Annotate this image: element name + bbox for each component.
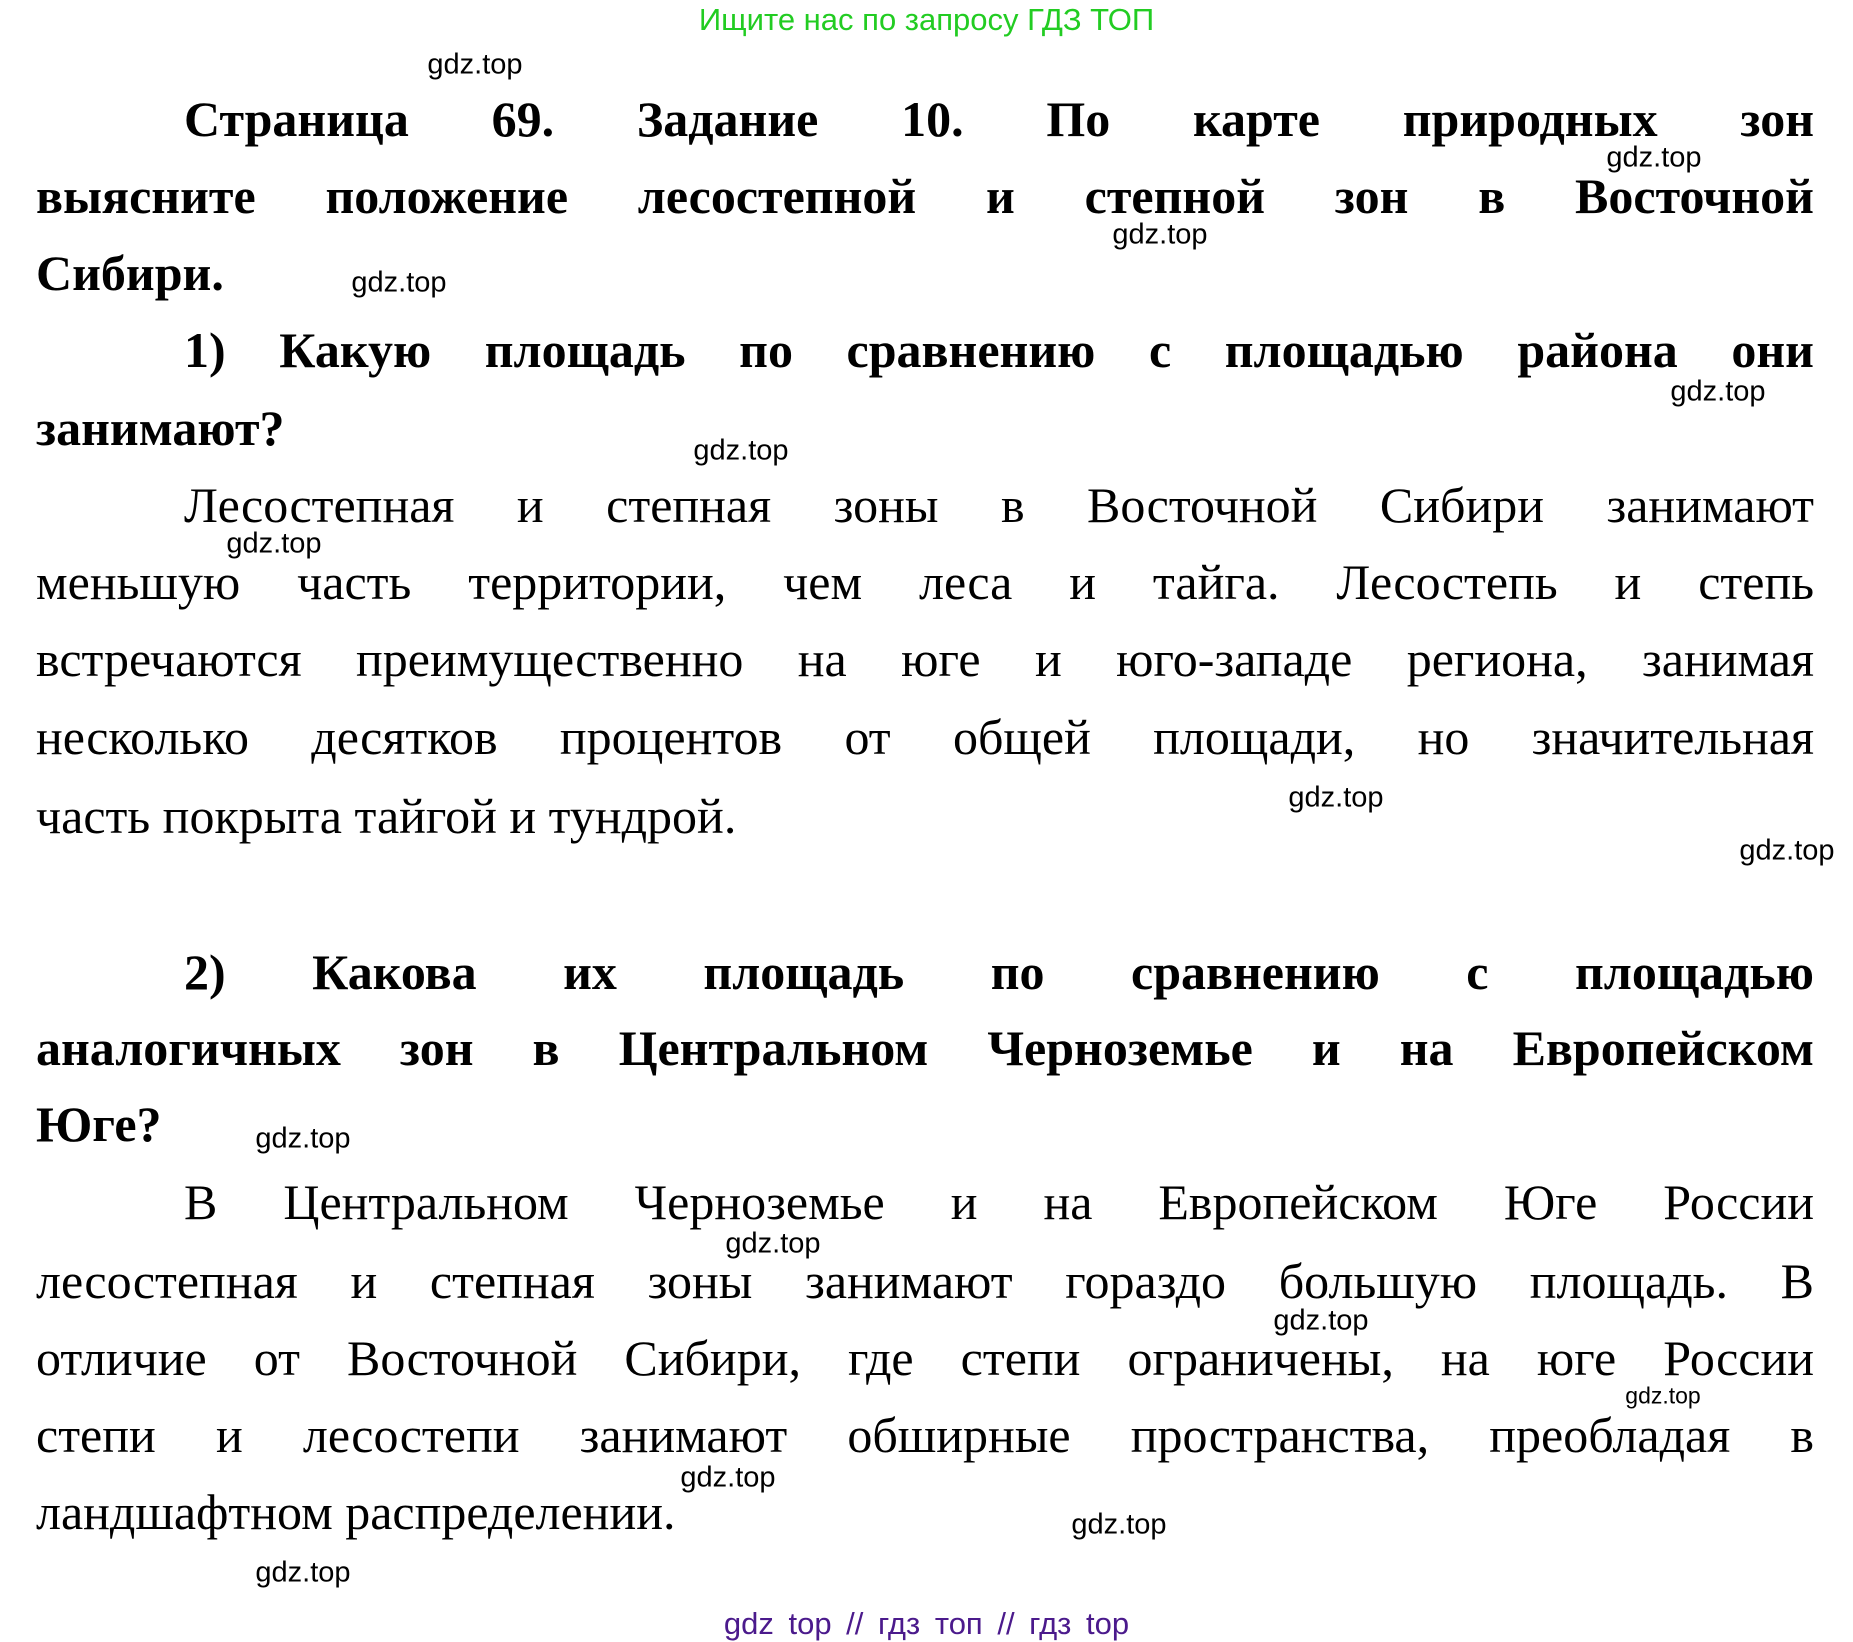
answer-2-line: степи и лесостепи занимают обширные пространства, преобладая в: [36, 1407, 1814, 1463]
answer-1-line: Лесостепная и степная зоны в Восточной Сибири занимают: [184, 477, 1814, 533]
question-2-line: Юге?: [36, 1096, 162, 1152]
answer-1-line: меньшую часть территории, чем леса и тайга. Лесостепь и степь: [36, 554, 1814, 610]
gdz-watermark: gdz.top: [680, 1461, 776, 1494]
gdz-watermark: gdz.top: [255, 1122, 351, 1155]
answer-1-line: несколько десятков процентов от общей площади, но значительная: [36, 709, 1814, 765]
answer-2-line: ландшафтном распределении.: [36, 1484, 676, 1540]
gdz-watermark: gdz.top: [1670, 375, 1766, 408]
question-1-line: занимают?: [36, 400, 285, 456]
gdz-watermark: gdz.top: [725, 1227, 821, 1260]
task-heading-line: выясните положение лесостепной и степной зон в Восточной: [36, 168, 1814, 224]
gdz-watermark: gdz.top: [1606, 141, 1702, 174]
gdz-watermark: gdz.top: [1112, 218, 1208, 251]
footer-watermark: gdz top // гдз топ // гдз top: [723, 1606, 1130, 1641]
gdz-watermark: gdz.top: [1739, 834, 1835, 867]
answer-1-line: часть покрыта тайгой и тундрой.: [36, 788, 737, 844]
gdz-watermark: gdz.top: [1071, 1508, 1167, 1541]
task-heading-line: Страница 69. Задание 10. По карте природных зон: [184, 91, 1814, 147]
task-heading-line: Сибири.: [36, 245, 224, 301]
gdz-watermark: gdz.top: [351, 266, 447, 299]
gdz-watermark: gdz.top: [1625, 1382, 1701, 1409]
answer-2-line: отличие от Восточной Сибири, где степи ограничены, на юге России: [36, 1330, 1814, 1386]
question-2-line: аналогичных зон в Центральном Черноземье и на Европейском: [36, 1020, 1814, 1076]
gdz-watermark: gdz.top: [427, 48, 523, 81]
gdz-watermark: gdz.top: [693, 434, 789, 467]
answer-1-line: встречаются преимущественно на юге и юго-западе региона, занимая: [36, 631, 1814, 687]
gdz-watermark: gdz.top: [226, 527, 322, 560]
answer-2-line: В Центральном Черноземье и на Европейском Юге России: [184, 1174, 1814, 1230]
gdz-watermark: gdz.top: [1273, 1304, 1369, 1337]
question-2-line: 2) Какова их площадь по сравнению с площадью: [184, 944, 1814, 1000]
gdz-watermark: gdz.top: [1288, 781, 1384, 814]
gdz-watermark: gdz.top: [255, 1556, 351, 1589]
answer-2-line: лесостепная и степная зоны занимают гораздо большую площадь. В: [36, 1253, 1814, 1309]
search-banner: Ищите нас по запросу ГДЗ ТОП: [698, 2, 1155, 37]
question-1-line: 1) Какую площадь по сравнению с площадью района они: [184, 322, 1814, 378]
